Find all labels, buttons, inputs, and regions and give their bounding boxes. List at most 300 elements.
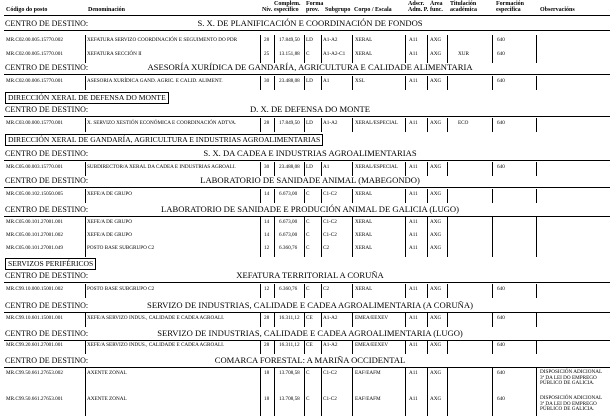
cell-niv: 14	[264, 191, 270, 197]
cell-form: 640	[497, 370, 505, 376]
column-rule	[536, 162, 537, 176]
column-rule	[427, 313, 428, 327]
column-rule	[260, 313, 261, 327]
cell-form: 640	[497, 120, 505, 126]
column-rule	[427, 49, 428, 63]
cell-niv: 28	[264, 37, 270, 43]
cell-code: MR.C05.00.102.15050.005	[6, 191, 63, 197]
cell-forma: C	[306, 370, 310, 376]
cell-den: XEFE/A DE GRUPO	[87, 232, 132, 238]
column-rule	[274, 313, 275, 327]
cell-comp: 6.360,76	[279, 245, 298, 251]
column-rule	[405, 340, 406, 354]
cell-niv: 28	[264, 342, 270, 348]
column-rule	[352, 35, 353, 49]
cell-corpo: XERAL	[355, 286, 373, 292]
header-area: Área	[430, 1, 443, 7]
header-observacions: Observacións	[540, 7, 575, 13]
cell-niv: 12	[264, 286, 270, 292]
header-formacion: Formación	[496, 1, 524, 7]
column-rule	[321, 368, 322, 394]
cell-forma: C	[306, 396, 310, 402]
column-rule	[427, 76, 428, 90]
cell-den: AXENTE ZONAL	[87, 370, 127, 376]
cell-code: MR.C02.00.005.15770.002	[6, 37, 63, 43]
column-rule	[427, 284, 428, 298]
column-rule	[447, 217, 448, 231]
cell-form: 640	[497, 396, 505, 402]
header-codigo: Código do posto	[6, 7, 48, 13]
cell-niv: 25	[264, 51, 270, 57]
column-rule	[405, 284, 406, 298]
column-rule	[492, 394, 493, 416]
cell-sub: A1-A2	[323, 315, 338, 321]
table-row	[0, 340, 614, 354]
column-rule	[447, 340, 448, 354]
column-rule	[304, 162, 305, 176]
table-row	[0, 230, 614, 244]
column-rule	[447, 189, 448, 203]
cell-comp: 23.488,08	[279, 78, 300, 84]
column-rule	[492, 76, 493, 90]
column-rule	[427, 118, 428, 132]
column-rule	[85, 284, 86, 298]
column-rule	[85, 76, 86, 90]
column-rule	[260, 243, 261, 257]
column-rule	[304, 394, 305, 416]
column-rule	[260, 340, 261, 354]
column-rule	[352, 118, 353, 132]
cell-sub: C2	[323, 286, 330, 292]
cell-comp: 6.673,00	[279, 219, 298, 225]
column-rule	[352, 230, 353, 244]
column-rule	[304, 217, 305, 231]
column-rule	[321, 284, 322, 298]
header-subgrupo: Subgrupo	[325, 7, 351, 13]
cell-adscr: A11	[409, 315, 418, 321]
column-rule	[274, 162, 275, 176]
cell-adscr: A11	[409, 164, 418, 170]
column-rule	[536, 284, 537, 298]
cell-comp: 13.708,58	[279, 370, 300, 376]
cell-corpo: XERAL	[355, 37, 373, 43]
cell-comp: 6.673,00	[279, 191, 298, 197]
cell-forma: LD	[306, 78, 313, 84]
cell-sub: A1	[323, 164, 330, 170]
column-rule	[352, 394, 353, 416]
table-row	[0, 189, 614, 203]
column-rule	[492, 162, 493, 176]
cell-corpo: XERAL	[355, 245, 373, 251]
centro-label: CENTRO DE DESTINO:	[5, 19, 89, 28]
centro-name: SERVIZO DE INDUSTRIAS, CALIDADE E CADEA AGROALIMENTARIA (A CORUÑA)	[147, 300, 473, 310]
column-rule	[352, 313, 353, 327]
section-heading: SERVIZOS PERIFÉRICOS	[5, 258, 96, 270]
column-rule	[85, 340, 86, 354]
cell-sub: C1-C2	[323, 396, 337, 402]
cell-code: MR.C05.00.101.27001.049	[6, 245, 63, 251]
centro-label: CENTRO DE DESTINO:	[5, 205, 89, 214]
centro-name: S. X. DE PLANIFICACIÓN E COORDINACIÓN DE FONDOS	[197, 18, 423, 28]
column-rule	[321, 118, 322, 132]
column-rule	[304, 313, 305, 327]
cell-adscr: A11	[409, 78, 418, 84]
column-rule	[321, 243, 322, 257]
column-rule	[304, 76, 305, 90]
column-rule	[260, 368, 261, 394]
centro-divider	[4, 116, 610, 117]
cell-sub: A1-A2	[323, 342, 338, 348]
column-rule	[427, 217, 428, 231]
column-rule	[427, 394, 428, 416]
cell-tit: ECO	[458, 120, 469, 126]
column-rule	[405, 189, 406, 203]
cell-den: POSTO BASE SUBGRUPO C2	[87, 245, 155, 251]
cell-den: XEFE/A SERVIZO INDUS., CALIDADE E CADEA AGROALI.	[87, 342, 225, 348]
cell-sub: C1-C2	[323, 232, 337, 238]
column-rule	[274, 35, 275, 49]
column-rule	[492, 217, 493, 231]
centro-divider	[4, 282, 610, 283]
column-rule	[352, 340, 353, 354]
section-heading: DIRECCIÓN XERAL DE DEFENSA DO MONTE	[5, 92, 169, 104]
cell-area: AXG	[430, 51, 442, 57]
column-rule	[304, 340, 305, 354]
centro-label: CENTRO DE DESTINO:	[5, 149, 89, 158]
centro-label: CENTRO DE DESTINO:	[5, 105, 89, 114]
table-row	[0, 243, 614, 257]
column-rule	[427, 243, 428, 257]
column-rule	[260, 162, 261, 176]
column-rule	[321, 49, 322, 63]
cell-forma: C	[306, 245, 310, 251]
cell-corpo: XERAL	[355, 191, 373, 197]
column-rule	[85, 313, 86, 327]
cell-adscr: A11	[409, 51, 418, 57]
column-rule	[492, 368, 493, 394]
cell-adscr: A11	[409, 232, 418, 238]
column-rule	[85, 162, 86, 176]
cell-forma: CE	[306, 342, 313, 348]
cell-adscr: A11	[409, 191, 418, 197]
header-func: func.	[430, 7, 443, 13]
column-rule	[85, 394, 86, 416]
cell-adscr: A11	[409, 245, 418, 251]
column-rule	[260, 284, 261, 298]
cell-adscr: A11	[409, 370, 418, 376]
centro-name: ASESORÍA XURÍDICA DE GANDARÍA, AGRICULTURA E CALIDADE ALIMENTARIA	[147, 62, 473, 72]
column-rule	[274, 284, 275, 298]
column-rule	[85, 368, 86, 394]
centro-label: CENTRO DE DESTINO:	[5, 271, 89, 280]
table-row	[0, 284, 614, 298]
cell-form: 640	[497, 342, 505, 348]
header-niv: Nív.	[262, 7, 273, 13]
cell-niv: 14	[264, 232, 270, 238]
table-row	[0, 162, 614, 176]
cell-corpo: XSL	[355, 78, 365, 84]
column-rule	[304, 284, 305, 298]
centro-label: CENTRO DE DESTINO:	[5, 63, 89, 72]
column-rule	[260, 189, 261, 203]
header-divider	[4, 15, 610, 16]
cell-sub: C1-C2	[323, 219, 337, 225]
header-corpo: Corpo / Escala	[354, 7, 392, 13]
column-rule	[85, 118, 86, 132]
table-row	[0, 313, 614, 327]
centro-name: D. X. DE DEFENSA DO MONTE	[249, 104, 371, 114]
column-rule	[536, 368, 537, 394]
column-rule	[260, 217, 261, 231]
column-rule	[405, 217, 406, 231]
section-heading: DIRECCIÓN XERAL DE GANDARÍA, AGRICULTURA E INDUSTRIAS AGROALIMENTARIAS	[5, 134, 323, 146]
column-rule	[304, 118, 305, 132]
column-rule	[85, 217, 86, 231]
column-rule	[321, 189, 322, 203]
column-rule	[405, 76, 406, 90]
cell-code: MR.C99.50.661.27653.002	[6, 370, 63, 376]
column-rule	[492, 340, 493, 354]
cell-sub: A1	[323, 78, 330, 84]
cell-comp: 13.151,88	[279, 51, 300, 57]
cell-comp: 13.708,58	[279, 396, 300, 402]
column-rule	[321, 76, 322, 90]
column-rule	[321, 162, 322, 176]
cell-corpo: XERAL	[355, 51, 373, 57]
column-rule	[536, 340, 537, 354]
cell-code: MR.C99.10.601.15001.001	[6, 315, 63, 321]
cell-forma: LD	[306, 164, 313, 170]
header-adscr: Adscr.	[408, 1, 425, 7]
table-row	[0, 217, 614, 231]
column-rule	[352, 189, 353, 203]
cell-forma: C	[306, 191, 310, 197]
cell-code: MR.C02.00.006.15770.001	[6, 78, 63, 84]
cell-den: AXENTE ZONAL	[87, 396, 127, 402]
cell-niv: 28	[264, 120, 270, 126]
column-rule	[304, 243, 305, 257]
centro-divider	[4, 187, 610, 188]
column-rule	[321, 394, 322, 416]
cell-corpo: EMEA/EEXEV	[355, 315, 389, 321]
centro-name: COMARCA FORESTAL: A MARIÑA OCCIDENTAL	[214, 355, 406, 365]
column-rule	[427, 368, 428, 394]
column-rule	[447, 118, 448, 132]
centro-name: LABORATORIO DE SANIDADE E PRODUCIÓN ANIMAL DE GALICIA (LUGO)	[161, 204, 459, 214]
cell-den: ASESORIA XURÍDICA GAND. AGRIC. E CALID. ALIMENT.	[87, 78, 223, 84]
column-rule	[321, 217, 322, 231]
header-academica: académica	[450, 7, 477, 13]
column-rule	[321, 340, 322, 354]
cell-area: AXG	[430, 245, 442, 251]
cell-adscr: A11	[409, 342, 418, 348]
cell-form: 640	[497, 37, 505, 43]
column-rule	[427, 230, 428, 244]
cell-area: AXG	[430, 219, 442, 225]
column-rule	[447, 162, 448, 176]
column-rule	[405, 162, 406, 176]
cell-code: MR.C99.50.661.27653.001	[6, 396, 63, 402]
column-rule	[85, 35, 86, 49]
column-rule	[405, 35, 406, 49]
cell-niv: 14	[264, 219, 270, 225]
cell-corpo: EAF/EAFM	[355, 370, 381, 376]
column-rule	[405, 49, 406, 63]
column-rule	[427, 189, 428, 203]
cell-comp: 17.849,50	[279, 37, 300, 43]
centro-label: CENTRO DE DESTINO:	[5, 329, 89, 338]
cell-area: AXG	[430, 396, 442, 402]
column-rule	[85, 230, 86, 244]
column-rule	[260, 118, 261, 132]
column-rule	[447, 76, 448, 90]
centro-label: CENTRO DE DESTINO:	[5, 301, 89, 310]
header-forma: Forma	[306, 1, 324, 7]
column-rule	[447, 394, 448, 416]
cell-sub: C1-C2	[323, 370, 337, 376]
cell-comp: 23.488,08	[279, 164, 300, 170]
column-rule	[492, 189, 493, 203]
cell-den: XEFE/A DE GRUPO	[87, 219, 132, 225]
cell-niv: 18	[264, 370, 270, 376]
cell-den: XEFE/A DE GRUPO	[87, 191, 132, 197]
column-rule	[304, 189, 305, 203]
cell-area: AXG	[430, 78, 442, 84]
centro-divider	[4, 30, 610, 31]
column-rule	[260, 76, 261, 90]
column-rule	[321, 35, 322, 49]
cell-comp: 16.311,12	[279, 315, 300, 321]
table-row	[0, 35, 614, 49]
cell-adscr: A11	[409, 396, 418, 402]
cell-corpo: XERAL/ESPECIAL	[355, 120, 398, 126]
column-rule	[85, 243, 86, 257]
column-rule	[427, 35, 428, 49]
centro-name: SERVIZO DE INDUSTRIAS, CALIDADE E CADEA AGROALIMENTARIA (LUGO)	[157, 328, 463, 338]
column-rule	[304, 35, 305, 49]
header-complem: Complem.	[274, 1, 301, 7]
column-rule	[405, 230, 406, 244]
column-rule	[536, 76, 537, 90]
cell-area: AXG	[430, 164, 442, 170]
cell-niv: 18	[264, 396, 270, 402]
cell-den: XEFATURA SERVIZO COORDINACIÓN E SEGUIMENTO DO PDR	[87, 37, 238, 43]
cell-adscr: A11	[409, 120, 418, 126]
cell-den: XEFE/A SERVIZO INDUS., CALIDADE E CADEA AGROALI.	[87, 315, 225, 321]
cell-area: AXG	[430, 342, 442, 348]
cell-forma: C	[306, 219, 310, 225]
cell-corpo: XERAL	[355, 219, 373, 225]
table-row	[0, 368, 614, 394]
cell-niv: 12	[264, 245, 270, 251]
column-rule	[405, 313, 406, 327]
cell-area: AXG	[430, 370, 442, 376]
column-rule	[352, 162, 353, 176]
cell-den: XEFATURA SECCIÓN II	[87, 51, 142, 57]
cell-form: 640	[497, 315, 505, 321]
cell-sub: A1-A2	[323, 37, 338, 43]
header-adm: Adm. P.	[408, 7, 429, 13]
column-rule	[492, 35, 493, 49]
column-rule	[536, 49, 537, 63]
column-rule	[447, 49, 448, 63]
header-titulacion: Titulación	[450, 1, 477, 7]
column-rule	[274, 49, 275, 63]
centro-label: CENTRO DE DESTINO:	[5, 176, 89, 185]
cell-code: MR.C05.00.003.15770.001	[6, 164, 63, 170]
column-rule	[274, 368, 275, 394]
cell-adscr: A11	[409, 286, 418, 292]
centro-divider	[4, 74, 610, 75]
cell-niv: 30	[264, 78, 270, 84]
cell-forma: LD	[306, 37, 313, 43]
centro-name: S. X. DA CADEA E INDUSTRIAS AGROALIMENTARIAS	[203, 148, 417, 158]
centro-label: CENTRO DE DESTINO:	[5, 356, 89, 365]
cell-corpo: XERAL	[355, 232, 373, 238]
column-rule	[352, 284, 353, 298]
cell-forma: CE	[306, 315, 313, 321]
column-rule	[492, 230, 493, 244]
cell-niv: 30	[264, 164, 270, 170]
column-rule	[304, 368, 305, 394]
cell-corpo: EAF/EAFM	[355, 396, 381, 402]
column-rule	[536, 394, 537, 416]
column-rule	[536, 217, 537, 231]
cell-obs: DISPOSICIÓN ADICIONAL 3ª DA LEI DO EMPREGO PÚBLICO DE GALICIA.	[540, 395, 602, 413]
cell-code: MR.C05.00.101.27001.001	[6, 219, 63, 225]
cell-comp: 6.360,76	[279, 286, 298, 292]
column-rule	[536, 243, 537, 257]
cell-sub: A1-A2	[323, 120, 338, 126]
cell-forma: C	[306, 51, 310, 57]
column-rule	[260, 394, 261, 416]
column-rule	[536, 118, 537, 132]
column-rule	[447, 313, 448, 327]
header-denominacion: Denominación	[88, 7, 126, 13]
column-rule	[274, 76, 275, 90]
cell-den: X. SERVIZO XESTIÓN ECONÓMICA E COORDINACIÓN ADTVA.	[87, 120, 237, 126]
cell-sub: C1-C2	[323, 191, 337, 197]
column-rule	[405, 118, 406, 132]
column-rule	[405, 243, 406, 257]
column-rule	[274, 243, 275, 257]
cell-forma: LD	[306, 120, 313, 126]
column-rule	[274, 118, 275, 132]
cell-code: MR.C05.00.101.27001.002	[6, 232, 63, 238]
cell-code: MR.C99.10.000.15001.002	[6, 286, 63, 292]
cell-adscr: A11	[409, 219, 418, 225]
column-rule	[304, 230, 305, 244]
column-rule	[536, 35, 537, 49]
table-row	[0, 49, 614, 63]
cell-comp: 6.673,00	[279, 232, 298, 238]
cell-adscr: A11	[409, 37, 418, 43]
cell-sub: A1-A2-C1	[323, 51, 346, 57]
cell-area: AXG	[430, 191, 442, 197]
column-rule	[427, 340, 428, 354]
column-rule	[274, 340, 275, 354]
column-rule	[405, 368, 406, 394]
table-row	[0, 76, 614, 90]
cell-form: 640	[497, 78, 505, 84]
column-rule	[274, 217, 275, 231]
cell-tit: XUR	[458, 51, 469, 57]
cell-forma: C	[306, 232, 310, 238]
cell-corpo: EMEA/EEXEV	[355, 342, 389, 348]
column-rule	[492, 243, 493, 257]
centro-name: LABORATORIO DE SANIDADE ANIMAL (MABEGONDO)	[200, 175, 420, 185]
column-rule	[492, 49, 493, 63]
